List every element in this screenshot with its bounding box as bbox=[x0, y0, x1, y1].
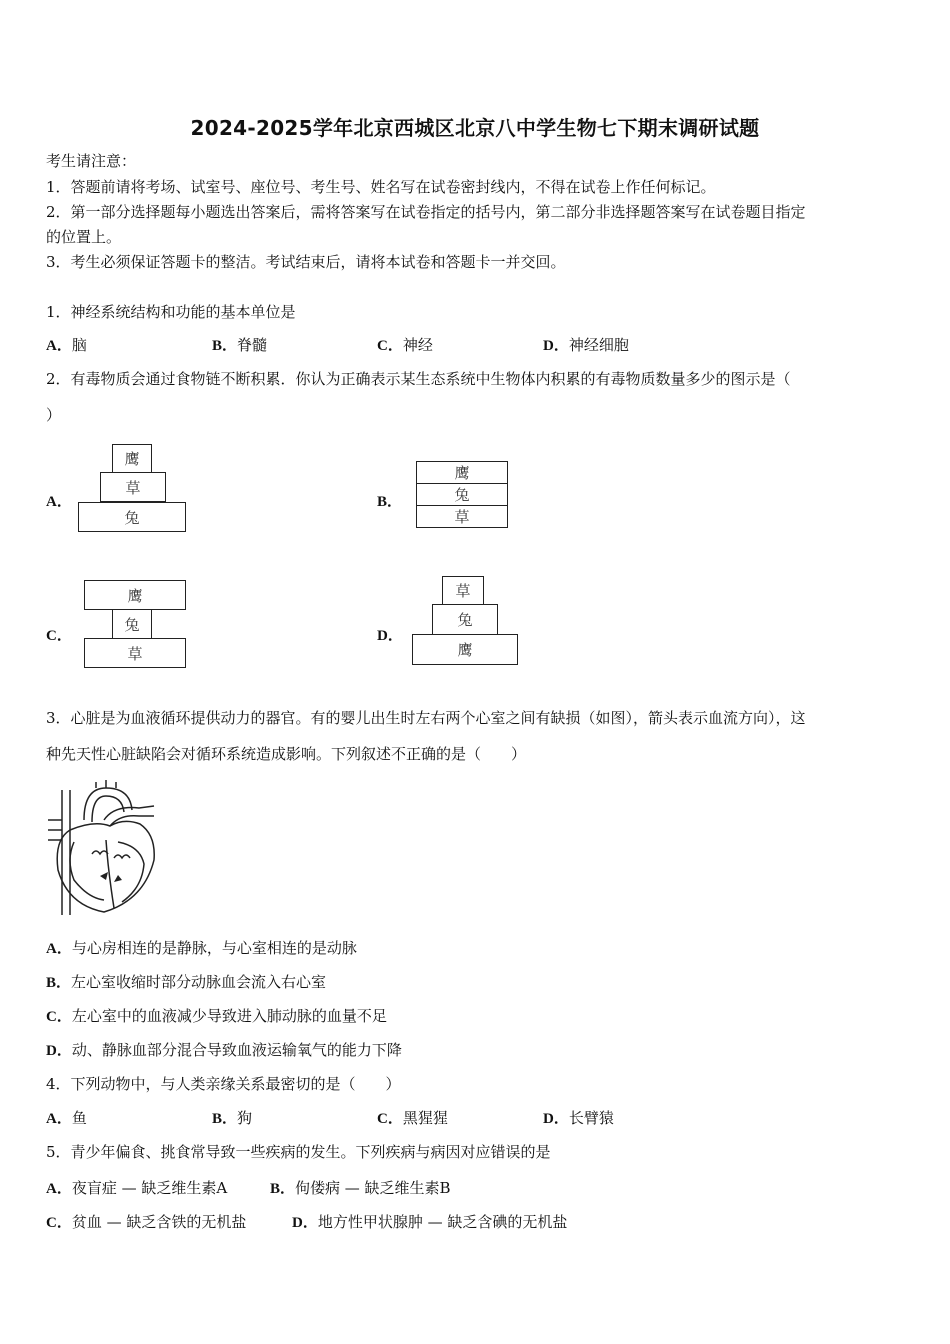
q5-stem: 5．青少年偏食、挑食常导致一些疾病的发生。下列疾病与病因对应错误的是 bbox=[46, 1143, 551, 1161]
q4-stem: 4．下列动物中，与人类亲缘关系最密切的是（ ） bbox=[46, 1075, 401, 1093]
q3-stem-line1: 3．心脏是为血液循环提供动力的器官。有的婴儿出生时左右两个心室之间有缺损（如图），箭头表示血流方向），这 bbox=[46, 709, 806, 727]
q2-stem-line2: ） bbox=[46, 406, 62, 424]
q5-option-c[interactable] bbox=[46, 1212, 246, 1233]
notice-item-2-cont: 的位置上。 bbox=[46, 228, 122, 246]
q4-option-c[interactable] bbox=[377, 1108, 448, 1129]
pyramid-b-bottom: 草 bbox=[416, 505, 508, 528]
option-label: B． bbox=[212, 1111, 238, 1127]
option-label: B． bbox=[270, 1181, 296, 1197]
heart-diagram-image bbox=[44, 780, 164, 920]
page-title: 2024-2025学年北京西城区北京八中学生物七下期末调研试题 bbox=[190, 116, 760, 140]
q1-option-d[interactable] bbox=[543, 335, 629, 356]
q5-option-d[interactable] bbox=[292, 1212, 567, 1233]
option-label: D． bbox=[543, 1111, 569, 1127]
pyramid-b-top: 鹰 bbox=[416, 461, 508, 484]
option-text: 动、静脉血部分混合导致血液运输氧气的能力下降 bbox=[71, 1041, 402, 1059]
option-text: 神经细胞 bbox=[568, 336, 629, 354]
option-text: 与心房相连的是静脉，与心室相连的是动脉 bbox=[71, 939, 357, 957]
option-text: 脊髓 bbox=[237, 336, 268, 354]
option-text: 神经 bbox=[402, 336, 433, 354]
option-label: C． bbox=[377, 338, 403, 354]
option-label: D． bbox=[543, 338, 569, 354]
option-label: A． bbox=[46, 941, 72, 957]
notice-heading: 考生请注意： bbox=[46, 152, 137, 170]
pyramid-d-middle: 兔 bbox=[432, 604, 498, 635]
option-text: 左心室中的血液减少导致进入肺动脉的血量不足 bbox=[71, 1007, 387, 1025]
option-text: 地方性甲状腺肿 — 缺乏含碘的无机盐 bbox=[317, 1213, 568, 1231]
q1-option-c[interactable] bbox=[377, 335, 433, 356]
pyramid-a-middle: 草 bbox=[100, 472, 166, 502]
pyramid-b-middle: 兔 bbox=[416, 483, 508, 506]
notice-item-1: 1．答题前请将考场、试室号、座位号、考生号、姓名写在试卷密封线内，不得在试卷上作任何标记。 bbox=[46, 178, 716, 196]
option-text: 黑猩猩 bbox=[402, 1109, 448, 1127]
q3-option-c[interactable] bbox=[46, 1006, 387, 1027]
q1-stem: 1．神经系统结构和功能的基本单位是 bbox=[46, 303, 296, 321]
option-text: 狗 bbox=[237, 1109, 253, 1127]
q2-figure-a-label[interactable]: A． bbox=[46, 494, 72, 510]
q4-option-b[interactable] bbox=[212, 1108, 252, 1129]
q2-figure-b-label[interactable]: B． bbox=[377, 494, 403, 510]
pyramid-c-bottom: 草 bbox=[84, 638, 186, 668]
option-label: B． bbox=[46, 975, 72, 991]
q4-option-a[interactable] bbox=[46, 1108, 87, 1129]
pyramid-c-middle: 兔 bbox=[112, 609, 152, 639]
q3-option-b[interactable] bbox=[46, 972, 326, 993]
pyramid-c-top: 鹰 bbox=[84, 580, 186, 610]
pyramid-d-top: 草 bbox=[442, 576, 484, 605]
option-label: B． bbox=[212, 338, 238, 354]
q5-option-b[interactable] bbox=[270, 1178, 451, 1199]
option-text: 佝偻病 — 缺乏维生素B bbox=[295, 1179, 451, 1197]
option-text: 鱼 bbox=[71, 1109, 87, 1127]
q3-stem-line2: 种先天性心脏缺陷会对循环系统造成影响。下列叙述不正确的是（ ） bbox=[46, 745, 527, 763]
option-label: D． bbox=[292, 1215, 318, 1231]
option-label: C． bbox=[46, 1009, 72, 1025]
q1-option-a[interactable] bbox=[46, 335, 87, 356]
option-label: C． bbox=[46, 1215, 72, 1231]
option-label: C． bbox=[377, 1111, 403, 1127]
pyramid-d-bottom: 鹰 bbox=[412, 634, 518, 665]
notice-item-2: 2．第一部分选择题每小题选出答案后，需将答案写在试卷指定的括号内，第二部分非选择题答案写在试卷题目指定 bbox=[46, 203, 806, 221]
q2-figure-c-label[interactable]: C． bbox=[46, 628, 72, 644]
q5-option-a[interactable] bbox=[46, 1178, 227, 1199]
option-text: 脑 bbox=[71, 336, 87, 354]
q2-figure-d-label[interactable]: D． bbox=[377, 628, 403, 644]
notice-item-3: 3．考生必须保证答题卡的整洁。考试结束后，请将本试卷和答题卡一并交回。 bbox=[46, 253, 566, 271]
q1-option-b[interactable] bbox=[212, 335, 267, 356]
q3-option-d[interactable] bbox=[46, 1040, 402, 1061]
option-label: A． bbox=[46, 1111, 72, 1127]
q3-option-a[interactable] bbox=[46, 938, 357, 959]
q4-option-d[interactable] bbox=[543, 1108, 614, 1129]
option-text: 贫血 — 缺乏含铁的无机盐 bbox=[71, 1213, 247, 1231]
option-text: 左心室收缩时部分动脉血会流入右心室 bbox=[71, 973, 327, 991]
option-text: 长臂猿 bbox=[568, 1109, 614, 1127]
option-label: A． bbox=[46, 1181, 72, 1197]
option-text: 夜盲症 — 缺乏维生素A bbox=[71, 1179, 228, 1197]
option-label: A． bbox=[46, 338, 72, 354]
option-label: D． bbox=[46, 1043, 72, 1059]
pyramid-a-bottom: 兔 bbox=[78, 502, 186, 532]
pyramid-a-top: 鹰 bbox=[112, 444, 152, 473]
q2-stem-line1: 2．有毒物质会通过食物链不断积累．你认为正确表示某生态系统中生物体内积累的有毒物质数量多少的图示是（ bbox=[46, 370, 791, 388]
